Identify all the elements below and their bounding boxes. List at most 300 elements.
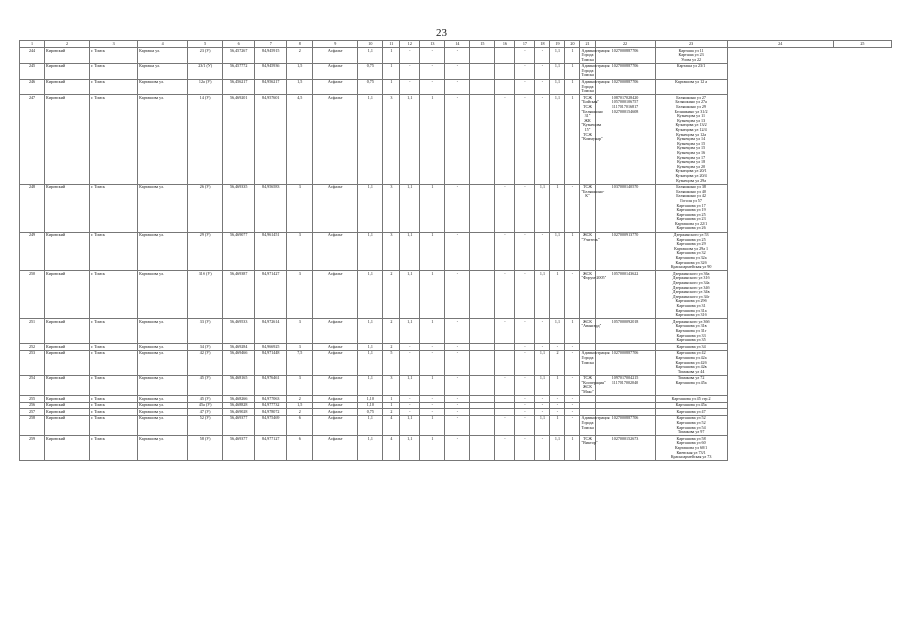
address-line: Карташова ул 22/1 — [674, 220, 708, 226]
latitude-cell: 56,469533 — [223, 319, 255, 344]
address-line: Карташова ул 19 — [676, 207, 706, 213]
house-cell: 52 (У) — [188, 415, 223, 435]
address-line: Кузнецова ул 17 — [677, 154, 706, 160]
value-cell-c21: - — [565, 184, 580, 232]
city-cell: г. Томск — [90, 79, 138, 95]
address-line: Кузнецова ул 13 — [677, 117, 706, 123]
value-cell-c16 — [470, 271, 495, 319]
address-line: Кузнецова ул 15 — [677, 145, 706, 151]
value-cell-c14: - — [420, 402, 445, 409]
area-cell: 3 — [287, 319, 313, 344]
value-cell-c17 — [495, 402, 515, 409]
table-body — [20, 48, 892, 461]
house-cell: 31б (У) — [188, 271, 223, 319]
value-cell-c16 — [470, 436, 495, 461]
row-number: 257 — [20, 409, 45, 416]
value-cell-c12: 3 — [383, 375, 400, 395]
value-cell-c21: 1 — [565, 48, 580, 64]
area-cell: 3 — [287, 184, 313, 232]
value-cell-c13: - — [400, 396, 420, 403]
value-cell-c12: 1 — [383, 396, 400, 403]
registry-table — [19, 40, 892, 461]
address-line: Карташова ул 54 — [676, 424, 706, 430]
surface-cell: Асфальт — [313, 350, 358, 375]
organization-cell: Администрация Города Томска — [580, 350, 595, 375]
address-line: Карташова ул 31б — [675, 312, 707, 318]
address-line: Беляшкино ул 42 — [676, 193, 706, 199]
value-cell-c16 — [470, 79, 495, 95]
address-line: Беляшкино ул 40 — [676, 188, 706, 194]
row-number: 250 — [20, 271, 45, 319]
value-cell-c14: - — [420, 396, 445, 403]
value-cell-c15: - — [445, 232, 470, 271]
value-cell-c19: 1,1 — [535, 375, 550, 395]
district-cell: Кировский — [45, 271, 90, 319]
value-cell-c18: - — [515, 319, 535, 344]
table-row — [20, 184, 892, 232]
value-cell-c16 — [470, 396, 495, 403]
value-cell-c13: - — [400, 344, 420, 351]
organization-cell: Администрация Города Томска — [580, 415, 595, 435]
house-cell: 34 (У) — [188, 344, 223, 351]
value-cell-c16 — [470, 350, 495, 375]
address-line: Кузнецова ул 20/1 — [675, 168, 707, 174]
longitude-cell: 84,945936 — [255, 63, 287, 79]
value-cell-c13: 1,1 — [400, 271, 420, 319]
street-cell: Карташова ул. — [138, 436, 188, 461]
addresses-cell — [655, 48, 727, 64]
value-cell-c11: 1,1 — [358, 375, 383, 395]
district-cell: Кировский — [45, 375, 90, 395]
district-cell: Кировский — [45, 415, 90, 435]
district-cell: Кировский — [45, 396, 90, 403]
district-cell: Кировский — [45, 95, 90, 184]
address-line: Карташова ул 32 — [676, 250, 706, 256]
address-line: Карташова ул 23 — [676, 216, 706, 222]
address-line: Беляшкино ул 31/2 — [674, 108, 708, 114]
column-number: 11 — [383, 41, 400, 48]
address-line: Беляшкино ул 27а — [675, 99, 707, 105]
value-cell-c16 — [470, 319, 495, 344]
value-cell-c11: 1,10 — [358, 396, 383, 403]
street-cell: Карташова ул. — [138, 409, 188, 416]
ogrn-cell: 1097017004215 1117017002040 — [595, 375, 655, 395]
area-cell: 1,5 — [287, 79, 313, 95]
value-cell-c15: - — [445, 409, 470, 416]
value-cell-c11: 1,1 — [358, 436, 383, 461]
value-cell-c13: - — [400, 63, 420, 79]
value-cell-c19: - — [535, 95, 550, 184]
value-cell-c20: - — [550, 344, 565, 351]
area-cell: 1,5 — [287, 402, 313, 409]
value-cell-c21: - — [565, 402, 580, 409]
value-cell-c13: 1,1 — [400, 184, 420, 232]
district-cell: Кировский — [45, 409, 90, 416]
column-number: 15 — [470, 41, 495, 48]
value-cell-c12: 2 — [383, 319, 400, 344]
area-cell: 3 — [287, 271, 313, 319]
addresses-cell — [655, 344, 727, 351]
addresses-cell — [655, 350, 727, 375]
ogrn-cell: 1027000887706 — [595, 79, 655, 95]
row-number: 252 — [20, 344, 45, 351]
address-line: Красноармейская ул 73 — [670, 454, 712, 460]
table-row — [20, 63, 892, 79]
district-cell: Кировский — [45, 344, 90, 351]
value-cell-c21: - — [565, 409, 580, 416]
district-cell: Кировский — [45, 184, 90, 232]
city-cell: г. Томск — [90, 350, 138, 375]
address-line: Карташова ул 32б — [675, 259, 707, 265]
column-number: 4 — [138, 41, 188, 48]
address-line: Дзержинского ул 36б — [672, 318, 710, 324]
surface-cell: Асфальт — [313, 409, 358, 416]
address-line: Карташова ул 33 — [676, 332, 706, 338]
latitude-cell: 56,468266 — [223, 396, 255, 403]
value-cell-c19: - — [535, 319, 550, 344]
address-line: Карташова ул 42в — [675, 364, 707, 370]
addresses-cell — [655, 319, 727, 344]
value-cell-c11: 0,75 — [358, 79, 383, 95]
address-line: Тимакова ул 72 — [677, 375, 705, 381]
value-cell-c11: 0,75 — [358, 409, 383, 416]
address-line: Тимакова ул 44 — [677, 368, 705, 374]
column-number: 21 — [580, 41, 595, 48]
city-cell: г. Томск — [90, 436, 138, 461]
addresses-cell — [655, 184, 727, 232]
ogrn-cell: 1027000152673 — [595, 436, 655, 461]
longitude-cell: 84,976461 — [255, 375, 287, 395]
row-number: 259 — [20, 436, 45, 461]
longitude-cell: 84,957601 — [255, 95, 287, 184]
ogrn-cell — [595, 396, 655, 403]
address-line: Карташова ул 31а — [675, 307, 707, 313]
street-cell: Карташова ул. — [138, 350, 188, 375]
value-cell-c13: 1,1 — [400, 232, 420, 271]
address-line: Карташова ул 31 — [676, 302, 706, 308]
value-cell-c21: 1 — [565, 319, 580, 344]
street-cell: Карташа ул. — [138, 63, 188, 79]
value-cell-c21: - — [565, 375, 580, 395]
address-line: Карташова ул 47 — [676, 408, 706, 414]
ogrn-cell: 1027000887706 — [595, 63, 655, 79]
house-cell: 45а (У) — [188, 402, 223, 409]
value-cell-c11: 1,1 — [358, 415, 383, 435]
value-cell-c20: 1,1 — [550, 436, 565, 461]
value-cell-c16 — [470, 184, 495, 232]
surface-cell: Асфальт — [313, 271, 358, 319]
address-line: Карташова ул 35 — [676, 337, 706, 343]
row-number: 256 — [20, 402, 45, 409]
column-number: 7 — [255, 41, 287, 48]
value-cell-c16 — [470, 344, 495, 351]
latitude-cell: 56,469028 — [223, 409, 255, 416]
row-number: 249 — [20, 232, 45, 271]
organization-cell — [580, 409, 595, 416]
longitude-cell: 84,972614 — [255, 319, 287, 344]
value-cell-c12: 1 — [383, 79, 400, 95]
organization-cell: ЖСК "Авангард" — [580, 319, 595, 344]
address-line: Карташова ул 45а — [675, 379, 707, 385]
value-cell-c15: - — [445, 396, 470, 403]
longitude-cell: 84,966925 — [255, 344, 287, 351]
value-cell-c16 — [470, 409, 495, 416]
address-line: Дзержинского ул 31б — [672, 275, 710, 281]
value-cell-c14: 1 — [420, 436, 445, 461]
value-cell-c19: - — [535, 232, 550, 271]
city-cell: г. Томск — [90, 184, 138, 232]
value-cell-c13: 1,1 — [400, 436, 420, 461]
value-cell-c19: - — [535, 79, 550, 95]
organization-cell: Администрация Города Томска — [581, 63, 610, 78]
ogrn-cell: 1037000140570 — [595, 184, 655, 232]
house-cell: 23/1 (У) — [188, 63, 223, 79]
value-cell-c15: - — [445, 319, 470, 344]
address-line: Карташова ул 42а — [675, 354, 707, 360]
address-line: Беляшкино ул 38 — [676, 184, 706, 190]
value-cell-c19: 1,1 — [535, 350, 550, 375]
value-cell-c12: 1 — [383, 402, 400, 409]
row-number: 251 — [20, 319, 45, 344]
address-line: Дзержинского ул 34в — [672, 289, 710, 295]
ogrn-cell: 1057000092018 — [595, 319, 655, 344]
value-cell-c17: - — [495, 232, 515, 271]
latitude-cell: 56,469377 — [223, 415, 255, 435]
area-cell: 4,5 — [287, 95, 313, 184]
surface-cell: Асфальт — [313, 344, 358, 351]
address-line: Беляшкино ул 27 — [676, 94, 706, 100]
page-number: 23 — [436, 27, 447, 39]
latitude-cell: 56,469466 — [223, 350, 255, 375]
row-number: 244 — [20, 48, 45, 64]
value-cell-c14: 1 — [420, 375, 445, 395]
address-line: Карташова ул 29а 1 — [674, 245, 709, 251]
address-line: Карташова ул 45а — [675, 402, 707, 408]
organization-cell: ТСЖ "Кооперация" ЖСК "Макс" — [581, 375, 606, 395]
value-cell-c13: - — [400, 402, 420, 409]
addresses-cell — [655, 415, 727, 435]
column-number: 25 — [833, 41, 891, 48]
value-cell-c11: 1,1 — [358, 184, 383, 232]
value-cell-c21: - — [565, 396, 580, 403]
value-cell-c19: 1,1 — [535, 271, 550, 319]
value-cell-c14: - — [420, 48, 445, 64]
value-cell-c19: 1,1 — [535, 415, 550, 435]
organization-cell: Администрация Города Томска — [581, 79, 610, 94]
address-line: Беляшкино ул 29 — [676, 104, 706, 110]
value-cell-c18: - — [515, 79, 535, 95]
address-line: Карташова ул 31в — [675, 323, 707, 329]
address-line: Карташова ул 58 — [676, 435, 706, 441]
value-cell-c18: - — [515, 350, 535, 375]
area-cell: 3 — [287, 232, 313, 271]
column-number: 13 — [420, 41, 445, 48]
value-cell-c17 — [495, 79, 515, 95]
surface-cell: Асфальт — [313, 319, 358, 344]
address-line: Дзержинского ул 34б — [672, 284, 710, 290]
addresses-cell — [655, 79, 727, 95]
area-cell: 1,5 — [287, 63, 313, 79]
address-line: Киевская ул 73/1 — [676, 449, 706, 455]
column-number: 5 — [188, 41, 223, 48]
row-number: 254 — [20, 375, 45, 395]
table-row — [20, 271, 892, 319]
value-cell-c12: 1 — [383, 48, 400, 64]
address-line: Кузнецова ул 15 — [677, 140, 706, 146]
value-cell-c15: - — [445, 63, 470, 79]
address-line: Дзержинского ул 53 — [673, 232, 709, 238]
surface-cell: Асфальт — [313, 95, 358, 184]
value-cell-c11: 1,10 — [358, 402, 383, 409]
longitude-cell: 84,956217 — [255, 79, 287, 95]
address-line: Дзержинского ул 34а — [672, 280, 710, 285]
city-cell: г. Томск — [90, 319, 138, 344]
value-cell-c21: - — [565, 415, 580, 435]
addresses-cell — [655, 436, 727, 461]
value-cell-c19: - — [535, 396, 550, 403]
value-cell-c13: 1,1 — [400, 415, 420, 435]
latitude-cell: 56,468165 — [223, 375, 255, 395]
address-line: Карташова ул 34 — [676, 343, 706, 349]
value-cell-c21: 1 — [565, 232, 580, 271]
area-cell: 6 — [287, 436, 313, 461]
district-cell: Кировский — [45, 232, 90, 271]
value-cell-c20: 1,1 — [550, 63, 565, 79]
address-line: Карташа ул 11 — [678, 47, 704, 53]
value-cell-c13: - — [400, 350, 420, 375]
value-cell-c19: - — [535, 436, 550, 461]
value-cell-c18: - — [515, 375, 535, 395]
table-row — [20, 350, 892, 375]
ogrn-cell: 1027000887706 — [595, 48, 655, 64]
house-cell: 47 (У) — [188, 409, 223, 416]
value-cell-c15: - — [445, 344, 470, 351]
column-number: 14 — [445, 41, 470, 48]
value-cell-c11: 1,1 — [358, 319, 383, 344]
row-number: 248 — [20, 184, 45, 232]
street-cell: Карташова ул. — [138, 232, 188, 271]
longitude-cell: 84,961451 — [255, 232, 287, 271]
value-cell-c20: 1,1 — [550, 79, 565, 95]
street-cell: Карташова ул. — [138, 344, 188, 351]
address-line: Кузнецова ул 11 — [677, 113, 706, 119]
value-cell-c14: 1 — [420, 415, 445, 435]
city-cell: г. Томск — [90, 396, 138, 403]
table-row — [20, 232, 892, 271]
address-line: Кузнецова ул 20 — [677, 163, 706, 169]
address-line: Карташова ул 29 — [676, 241, 706, 247]
value-cell-c18: - — [515, 415, 535, 435]
value-cell-c17 — [495, 409, 515, 416]
address-line: Карташова ул 60 — [676, 440, 706, 446]
value-cell-c18: - — [515, 95, 535, 184]
value-cell-c14: - — [420, 63, 445, 79]
value-cell-c21: - — [565, 344, 580, 351]
address-line: Кузнецова ул 20/4 — [675, 172, 707, 178]
city-cell: г. Томск — [90, 63, 138, 79]
row-number: 255 — [20, 396, 45, 403]
address-line: Карташова ул 42б — [675, 359, 707, 365]
value-cell-c12: 2 — [383, 271, 400, 319]
table-row — [20, 95, 892, 184]
district-cell: Кировский — [45, 63, 90, 79]
column-number: 1 — [20, 41, 45, 48]
value-cell-c14: 1 — [420, 184, 445, 232]
value-cell-c21: - — [565, 350, 580, 375]
ogrn-cell — [595, 409, 655, 416]
value-cell-c13: 1,1 — [400, 319, 420, 344]
city-cell: г. Томск — [90, 232, 138, 271]
address-line: Карташова ул 60/1 — [674, 445, 708, 450]
address-line: Карташа ул 23/1 — [676, 63, 706, 69]
surface-cell: Асфальт — [313, 63, 358, 79]
address-line: Усова ул 22 — [681, 56, 702, 62]
value-cell-c12: 2 — [383, 409, 400, 416]
value-cell-c16 — [470, 63, 495, 79]
column-number: 24 — [727, 41, 833, 48]
surface-cell: Асфальт — [313, 79, 358, 95]
house-cell: 29 (У) — [188, 232, 223, 271]
latitude-cell: 56,469387 — [223, 271, 255, 319]
street-cell: Карташова ул. — [138, 415, 188, 435]
city-cell: г. Томск — [90, 415, 138, 435]
value-cell-c20: 1 — [550, 271, 565, 319]
area-cell: 2 — [287, 409, 313, 416]
value-cell-c18: - — [515, 63, 535, 79]
address-line: Карташова ул 26 — [676, 225, 706, 231]
value-cell-c14: 1 — [420, 271, 445, 319]
address-line: Карташова ул 12 а — [675, 79, 708, 85]
longitude-cell: 84,971448 — [255, 350, 287, 375]
organization-cell: ТСЖ "Бийская" ТСЖ "Беляшкино 31" ЖК "Кузнецова 15" ТСЖ "Коммунар" — [580, 95, 595, 184]
surface-cell: Асфальт — [313, 232, 358, 271]
latitude-cell: 56,469201 — [223, 95, 255, 184]
addresses-cell — [655, 63, 727, 79]
column-number: 18 — [535, 41, 550, 48]
address-line: Карташова ул 45 стр.2 — [671, 395, 711, 401]
longitude-cell: 84,977732 — [255, 402, 287, 409]
value-cell-c14: 1 — [420, 319, 445, 344]
value-cell-c20: - — [550, 409, 565, 416]
value-cell-c17: - — [495, 271, 515, 319]
value-cell-c14: - — [420, 79, 445, 95]
value-cell-c21: 1 — [565, 436, 580, 461]
address-line: Карташова ул 52 — [676, 415, 706, 421]
value-cell-c17: - — [495, 319, 515, 344]
column-number: 17 — [515, 41, 535, 48]
value-cell-c11: 0,75 — [358, 63, 383, 79]
column-number: 22 — [595, 41, 655, 48]
row-number: 245 — [20, 63, 45, 79]
value-cell-c17: - — [495, 95, 515, 184]
value-cell-c18: - — [515, 402, 535, 409]
address-line: Дзержинского ул 36а — [672, 270, 710, 276]
longitude-cell: 84,971427 — [255, 271, 287, 319]
value-cell-c18: - — [515, 271, 535, 319]
street-cell: Карташа ул. — [138, 48, 188, 64]
city-cell: г. Томск — [90, 95, 138, 184]
address-line: Кузнецова ул 12а — [676, 131, 707, 137]
ogrn-cell: 1027000913770 — [595, 232, 655, 271]
surface-cell: Асфальт — [313, 396, 358, 403]
addresses-cell — [655, 402, 727, 409]
address-line: Гоголя ул 57 — [680, 197, 702, 203]
table-row — [20, 436, 892, 461]
area-cell: 7,5 — [287, 350, 313, 375]
house-cell: 12а (У) — [188, 79, 223, 95]
value-cell-c15: - — [445, 271, 470, 319]
value-cell-c17: - — [495, 375, 515, 395]
